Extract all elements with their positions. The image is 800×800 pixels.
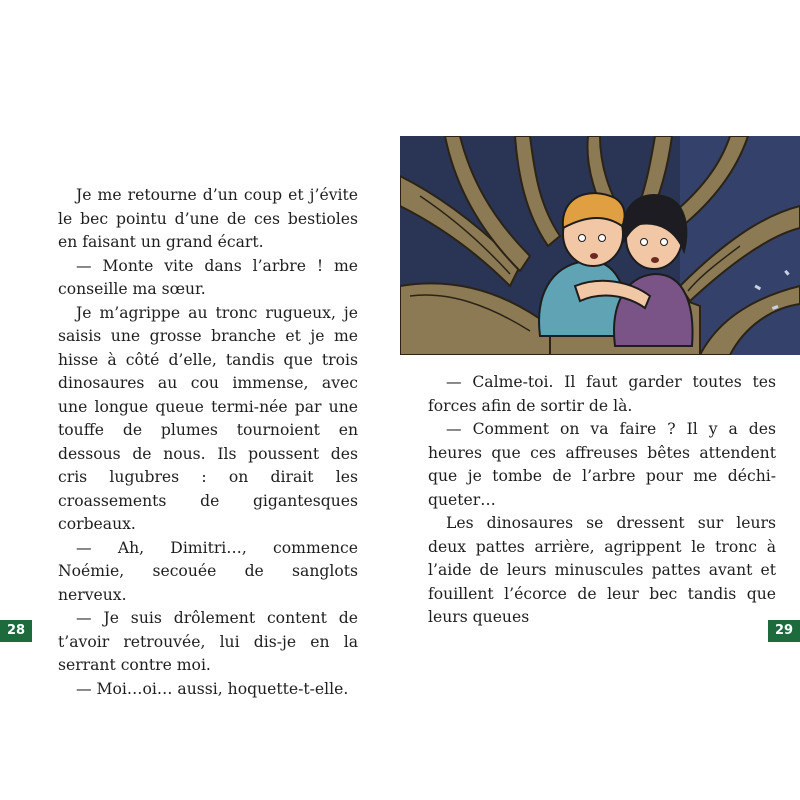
paragraph: — Comment on va faire ? Il y a des heures que ces affreuses bêtes attendent que je tombe de l’arbre pour me déchi-queter… <box>428 420 776 509</box>
paragraph: Je me retourne d’un coup et j’évite le bec pointu d’une de ces bestioles en faisant un grand écart. <box>58 186 358 251</box>
paragraph: — Monte vite dans l’arbre ! me conseille ma sœur. <box>58 256 358 298</box>
paragraph: — Moi…oi… aussi, hoquette-t-elle. <box>76 679 349 698</box>
left-page-text <box>58 184 358 701</box>
tree-illustration <box>400 136 800 355</box>
night-tree-image <box>400 136 800 355</box>
page-number-left: 28 <box>0 620 32 642</box>
paragraph: Les dinosaures se dressent sur leurs deux pattes arrière, agrippent le tronc à l’aide de leurs minuscules pattes avant et fouillent l’écorce de leur bec tandis que leurs queues <box>428 514 776 626</box>
paragraph: — Ah, Dimitri…, commence Noémie, secouée de sanglots nerveux. <box>58 538 358 604</box>
page-number-right: 29 <box>768 620 800 642</box>
paragraph: — Je suis drôlement content de t’avoir retrouvée, lui dis-je en la serrant contre moi. <box>58 609 358 674</box>
paragraph: — Calme-toi. Il faut garder toutes tes forces afin de sortir de là. <box>428 373 776 415</box>
right-page-text <box>428 371 776 630</box>
paragraph: Je m’agrippe au tronc rugueux, je saisis une grosse branche et je me hisse à côté d’elle, tandis que trois dinosaures au cou immense, avec une longue queue termi-née par une touffe de plumes tournoient en dessous de nous. Ils poussent des cris lugubres : on dirait les croassements de gigantesques corbeaux. <box>58 303 358 533</box>
